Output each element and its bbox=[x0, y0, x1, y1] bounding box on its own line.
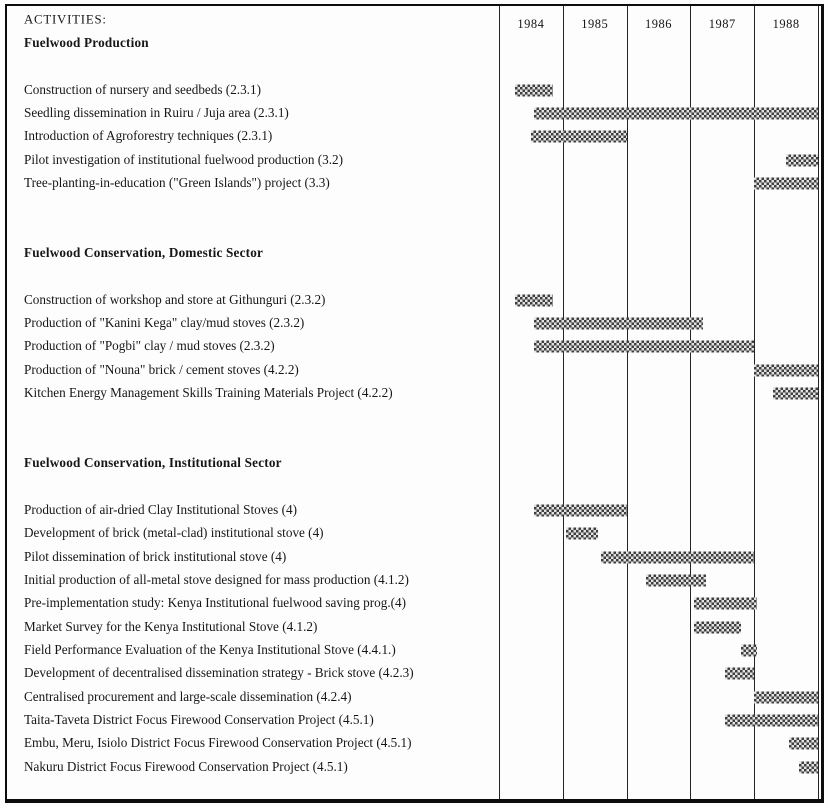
activity-bar bbox=[534, 108, 818, 120]
activity-label: Production of "Pogbi" clay / mud stoves (2.3.2) bbox=[24, 338, 275, 354]
activity-bar bbox=[773, 388, 818, 400]
activity-bar bbox=[725, 714, 818, 726]
activity-label: Kitchen Energy Management Skills Training Materials Project (4.2.2) bbox=[24, 385, 393, 401]
activity-row bbox=[7, 732, 821, 755]
activity-bar bbox=[725, 668, 754, 680]
activity-row bbox=[7, 382, 821, 405]
year-label: 1987 bbox=[708, 17, 736, 31]
activity-bar bbox=[694, 598, 758, 610]
activity-row bbox=[7, 101, 821, 124]
activity-row bbox=[7, 708, 821, 731]
gantt-table-frame bbox=[5, 4, 824, 803]
activity-label: Production of air-dried Clay Institutional Stoves (4) bbox=[24, 501, 297, 517]
activity-bar bbox=[799, 761, 818, 773]
activity-row bbox=[7, 662, 821, 685]
section-heading: Fuelwood Conservation, Institutional Sector bbox=[24, 455, 282, 471]
activity-label: Pilot investigation of institutional fuelwood production (3.2) bbox=[24, 151, 344, 167]
year-label: 1986 bbox=[644, 17, 672, 31]
activity-row bbox=[7, 685, 821, 708]
activity-bar bbox=[754, 364, 818, 376]
activity-bar bbox=[515, 84, 553, 96]
activities-title: ACTIVITIES: bbox=[24, 12, 107, 27]
activity-label: Field Performance Evaluation of the Kenya Institutional Stove (4.4.1.) bbox=[24, 641, 396, 657]
activity-row bbox=[7, 615, 821, 638]
activity-bar bbox=[741, 644, 757, 656]
activity-label: Pilot dissemination of brick institutional stove (4) bbox=[24, 548, 287, 564]
activity-label: Embu, Meru, Isiolo District Focus Firewood Conservation Project (4.5.1) bbox=[24, 735, 412, 751]
section-heading-row bbox=[7, 452, 821, 475]
activity-label: Centralised procurement and large-scale dissemination (4.2.4) bbox=[24, 688, 352, 704]
activity-label: Development of brick (metal-clad) institutional stove (4) bbox=[24, 525, 324, 541]
activity-row bbox=[7, 638, 821, 661]
section-heading-row bbox=[7, 241, 821, 264]
spacer-row bbox=[7, 218, 821, 241]
activity-bar bbox=[534, 504, 627, 516]
activity-label: Construction of nursery and seedbeds (2.3.1) bbox=[24, 81, 261, 97]
year-label: 1985 bbox=[581, 17, 609, 31]
activity-bar bbox=[754, 691, 818, 703]
activity-bar bbox=[754, 178, 818, 190]
activity-row bbox=[7, 171, 821, 194]
activity-bar bbox=[531, 131, 627, 143]
activity-row bbox=[7, 522, 821, 545]
activity-bar bbox=[786, 154, 818, 166]
activity-label: Initial production of all-metal stove designed for mass production (4.1.2) bbox=[24, 571, 409, 587]
activity-row bbox=[7, 498, 821, 521]
activity-row bbox=[7, 592, 821, 615]
activity-bar bbox=[566, 528, 598, 540]
activity-label: Production of "Nouna" brick / cement stoves (4.2.2) bbox=[24, 361, 299, 377]
year-label: 1984 bbox=[517, 17, 545, 31]
activity-label: Pre-implementation study: Kenya Institutional fuelwood saving prog.(4) bbox=[24, 595, 406, 611]
activity-row bbox=[7, 335, 821, 358]
activity-label: Introduction of Agroforestry techniques (2.3.1) bbox=[24, 128, 273, 144]
activity-bar bbox=[534, 318, 703, 330]
activity-row bbox=[7, 545, 821, 568]
activity-label: Production of "Kanini Kega" clay/mud stoves (2.3.2) bbox=[24, 315, 305, 331]
spacer-row bbox=[7, 195, 821, 218]
activity-bar bbox=[534, 341, 754, 353]
activity-label: Market Survey for the Kenya Institutional Stove (4.1.2) bbox=[24, 618, 318, 634]
activity-label: Tree-planting-in-education ("Green Islands") project (3.3) bbox=[24, 175, 330, 191]
activity-row bbox=[7, 755, 821, 778]
activity-bar bbox=[694, 621, 742, 633]
activity-label: Nakuru District Focus Firewood Conservation Project (4.5.1) bbox=[24, 758, 348, 774]
section-heading: Fuelwood Production bbox=[24, 35, 149, 51]
spacer-row bbox=[7, 428, 821, 451]
activity-row bbox=[7, 78, 821, 101]
activity-row bbox=[7, 568, 821, 591]
section-heading-row bbox=[7, 31, 821, 54]
activity-label: Taita-Taveta District Focus Firewood Conservation Project (4.5.1) bbox=[24, 711, 374, 727]
activity-row bbox=[7, 311, 821, 334]
spacer-row bbox=[7, 55, 821, 78]
gantt-rows bbox=[7, 8, 821, 778]
activity-label: Development of decentralised dissemination strategy - Brick stove (4.2.3) bbox=[24, 665, 414, 681]
activity-bar bbox=[646, 574, 707, 586]
activity-bar bbox=[515, 294, 553, 306]
spacer-row bbox=[7, 405, 821, 428]
activity-bar bbox=[789, 738, 818, 750]
activity-bar bbox=[601, 551, 754, 563]
year-label: 1988 bbox=[772, 17, 800, 31]
title-row bbox=[7, 8, 821, 31]
activity-row bbox=[7, 288, 821, 311]
activity-label: Seedling dissemination in Ruiru / Juja area (2.3.1) bbox=[24, 105, 289, 121]
spacer-row bbox=[7, 475, 821, 498]
section-heading: Fuelwood Conservation, Domestic Sector bbox=[24, 245, 264, 261]
activity-label: Construction of workshop and store at Githunguri (2.3.2) bbox=[24, 291, 326, 307]
activity-row bbox=[7, 125, 821, 148]
activity-row bbox=[7, 358, 821, 381]
spacer-row bbox=[7, 265, 821, 288]
activity-row bbox=[7, 148, 821, 171]
